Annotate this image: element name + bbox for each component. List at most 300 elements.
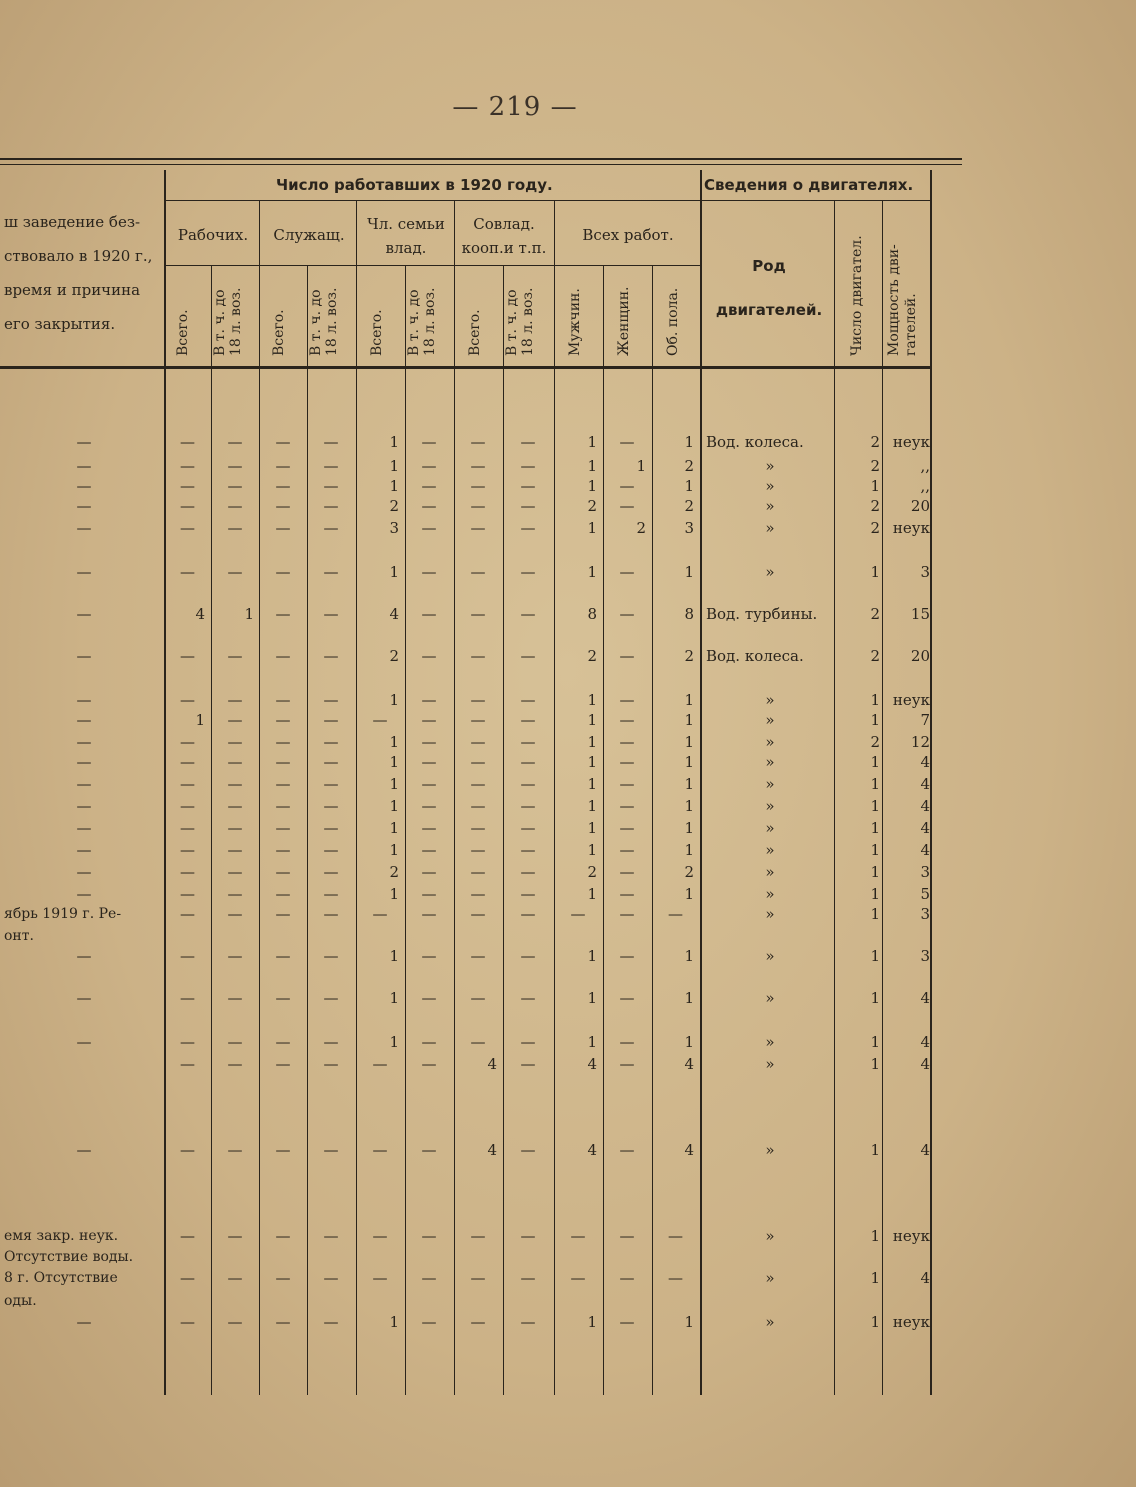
row-count-cell: — <box>520 989 536 1007</box>
row-closure-cell: — <box>76 947 92 965</box>
row-count-cell: — <box>470 775 486 793</box>
row-count-cell: — <box>323 1269 339 1287</box>
row-engine-power: ,, <box>920 477 930 495</box>
row-count-cell: 1 <box>684 797 694 815</box>
row-count-cell: 1 <box>389 947 399 965</box>
row-engine-count: 1 <box>870 1055 880 1073</box>
row-count-cell: — <box>180 497 195 515</box>
row-engine-kind: » <box>765 947 775 965</box>
row-count-cell: — <box>180 989 195 1007</box>
row-count-cell: — <box>180 819 195 837</box>
row-closure-cell: — <box>76 797 92 815</box>
table-row <box>0 774 940 794</box>
row-count-cell: — <box>227 841 243 859</box>
row-engine-kind: » <box>765 1141 775 1159</box>
row-count-cell: 3 <box>684 519 694 537</box>
row-count-cell: — <box>275 753 291 771</box>
row-count-cell: — <box>619 497 635 515</box>
row-engine-count: 2 <box>870 605 880 623</box>
row-engine-kind: » <box>765 989 775 1007</box>
row-engine-power: 7 <box>920 711 930 729</box>
col-family-minor <box>406 268 440 356</box>
row-count-cell: — <box>619 691 635 709</box>
col-engine-power <box>886 206 922 356</box>
row-count-cell: 1 <box>684 989 694 1007</box>
row-count-cell: — <box>275 711 291 729</box>
row-count-cell: — <box>421 905 437 923</box>
row-closure-cell: — <box>76 1141 92 1159</box>
row-count-cell: — <box>619 733 635 751</box>
row-count-cell: 1 <box>389 797 399 815</box>
row-count-cell: — <box>180 457 195 475</box>
row-closure-cell: — <box>76 775 92 793</box>
row-engine-count: 1 <box>870 841 880 859</box>
col-both: Об. пола. <box>665 287 681 356</box>
row-count-cell: — <box>619 775 635 793</box>
row-engine-kind: » <box>765 563 775 581</box>
row-count-cell: 1 <box>389 733 399 751</box>
header-rule <box>164 200 700 201</box>
header-family-line: Чл. семьи <box>367 215 445 233</box>
row-count-cell: — <box>470 1313 486 1331</box>
row-count-cell: — <box>275 1227 291 1245</box>
row-count-cell: 2 <box>389 647 399 665</box>
row-count-cell: — <box>421 947 437 965</box>
row-count-cell: 1 <box>389 885 399 903</box>
row-count-cell: — <box>275 885 291 903</box>
row-count-cell: — <box>275 1313 291 1331</box>
row-engine-kind: » <box>765 885 775 903</box>
row-count-cell: — <box>180 1141 195 1159</box>
row-count-cell: — <box>570 905 586 923</box>
row-count-cell: — <box>227 519 243 537</box>
row-count-cell: — <box>180 1055 195 1073</box>
header-workers-group: Число работавших в 1920 году. <box>276 176 553 194</box>
row-count-cell: — <box>470 863 486 881</box>
row-count-cell: — <box>180 563 195 581</box>
row-count-cell: — <box>275 1055 291 1073</box>
row-count-cell: — <box>180 947 195 965</box>
row-count-cell: — <box>520 753 536 771</box>
row-engine-count: 1 <box>870 775 880 793</box>
row-count-cell: — <box>470 1227 486 1245</box>
row-count-cell: — <box>275 519 291 537</box>
row-count-cell: — <box>275 905 291 923</box>
row-count-cell: — <box>520 947 536 965</box>
row-count-cell: — <box>470 647 486 665</box>
row-count-cell: 1 <box>389 477 399 495</box>
row-count-cell: — <box>323 605 339 623</box>
row-engine-power: 3 <box>920 947 930 965</box>
row-count-cell: — <box>520 691 536 709</box>
row-count-cell: — <box>323 905 339 923</box>
col-employees-minor <box>308 268 342 356</box>
note-remont: онт. <box>4 928 34 944</box>
row-count-cell: — <box>227 819 243 837</box>
row-count-cell: — <box>470 433 486 451</box>
row-count-cell: — <box>421 1141 437 1159</box>
col-engine-count: Число двигател. <box>849 235 865 356</box>
row-count-cell: — <box>619 1313 635 1331</box>
row-count-cell: — <box>275 477 291 495</box>
row-count-cell: — <box>372 1227 388 1245</box>
row-count-cell: — <box>470 519 486 537</box>
row-engine-count: 2 <box>870 497 880 515</box>
row-count-cell: 2 <box>587 497 597 515</box>
row-count-cell: 1 <box>389 691 399 709</box>
row-count-cell: 1 <box>389 989 399 1007</box>
row-engine-count: 1 <box>870 753 880 771</box>
row-count-cell: — <box>421 841 437 859</box>
row-closure-cell: — <box>76 477 92 495</box>
row-engine-power: 4 <box>920 775 930 793</box>
row-engine-power: 4 <box>920 753 930 771</box>
row-count-cell: — <box>520 1055 536 1073</box>
row-engine-power: 4 <box>920 1141 930 1159</box>
row-engine-power: неук <box>892 1227 930 1245</box>
row-count-cell: — <box>323 775 339 793</box>
row-count-cell: — <box>323 519 339 537</box>
row-count-cell: — <box>323 711 339 729</box>
row-engine-kind: » <box>765 1227 775 1245</box>
row-count-cell: 1 <box>244 605 254 623</box>
col-family-total: Всего. <box>369 309 385 356</box>
row-engine-power: 4 <box>920 1269 930 1287</box>
row-count-cell: 2 <box>684 647 694 665</box>
row-count-cell: — <box>275 497 291 515</box>
row-count-cell: — <box>470 797 486 815</box>
row-engine-power: неук <box>892 519 930 537</box>
header-rule <box>700 200 932 201</box>
row-count-cell: — <box>520 797 536 815</box>
table-row <box>0 604 940 624</box>
table-row <box>0 946 940 966</box>
row-count-cell: — <box>421 711 437 729</box>
row-engine-power: 20 <box>910 647 930 665</box>
row-engine-count: 1 <box>870 989 880 1007</box>
row-count-cell: — <box>421 477 437 495</box>
row-count-cell: — <box>619 605 635 623</box>
row-count-cell: — <box>520 1227 536 1245</box>
col-minor-text: В т. ч. до 18 л. воз. <box>308 287 340 356</box>
page-number: — 219 — <box>452 92 578 122</box>
row-count-cell: 1 <box>684 563 694 581</box>
row-engine-power: 4 <box>920 989 930 1007</box>
row-count-cell: 4 <box>587 1055 597 1073</box>
row-count-cell: — <box>180 647 195 665</box>
row-count-cell: — <box>180 433 195 451</box>
row-closure-cell: — <box>76 841 92 859</box>
row-count-cell: — <box>421 519 437 537</box>
row-count-cell: — <box>470 819 486 837</box>
row-count-cell: — <box>227 497 243 515</box>
table-row <box>0 690 940 710</box>
row-count-cell: — <box>180 797 195 815</box>
col-women: Женщин. <box>616 286 632 356</box>
row-count-cell: 2 <box>684 457 694 475</box>
row-count-cell: — <box>323 1141 339 1159</box>
row-count-cell: 1 <box>684 691 694 709</box>
row-count-cell: — <box>275 1033 291 1051</box>
row-count-cell: — <box>323 497 339 515</box>
table-row <box>0 1140 940 1160</box>
row-engine-kind: » <box>765 733 775 751</box>
row-count-cell: — <box>323 1033 339 1051</box>
row-count-cell: 1 <box>587 477 597 495</box>
row-engine-kind: » <box>765 1033 775 1051</box>
row-count-cell: 1 <box>389 563 399 581</box>
row-count-cell: — <box>323 691 339 709</box>
row-count-cell: 1 <box>636 457 646 475</box>
table-row <box>0 456 940 476</box>
row-engine-kind: Вод. колеса. <box>706 647 804 665</box>
row-engine-power: 3 <box>920 863 930 881</box>
row-count-cell: — <box>323 1055 339 1073</box>
row-count-cell: — <box>227 691 243 709</box>
row-engine-power: неук <box>892 1313 930 1331</box>
row-count-cell: — <box>619 711 635 729</box>
row-count-cell: — <box>619 477 635 495</box>
row-count-cell: — <box>323 563 339 581</box>
row-count-cell: 4 <box>587 1141 597 1159</box>
row-count-cell: — <box>520 647 536 665</box>
row-count-cell: — <box>323 733 339 751</box>
row-engine-count: 1 <box>870 1313 880 1331</box>
row-count-cell: — <box>275 563 291 581</box>
row-count-cell: 1 <box>587 1033 597 1051</box>
row-closure-cell: 8 г. Отсутствие <box>4 1270 118 1286</box>
header-engines-group: Сведения о двигателях. <box>704 176 914 194</box>
row-count-cell: 2 <box>587 647 597 665</box>
row-count-cell: — <box>520 1033 536 1051</box>
row-engine-count: 2 <box>870 457 880 475</box>
row-count-cell: 2 <box>587 863 597 881</box>
row-engine-count: 2 <box>870 733 880 751</box>
top-rule <box>0 158 962 160</box>
row-closure-cell: — <box>76 647 92 665</box>
row-engine-kind: » <box>765 457 775 475</box>
row-count-cell: — <box>275 733 291 751</box>
row-count-cell: — <box>619 1033 635 1051</box>
row-closure-cell: ябрь 1919 г. Ре- <box>4 906 122 922</box>
row-count-cell: — <box>470 605 486 623</box>
row-count-cell: 2 <box>684 863 694 881</box>
table-row <box>0 518 940 538</box>
row-engine-power: 5 <box>920 885 930 903</box>
row-count-cell: — <box>619 433 635 451</box>
row-count-cell: — <box>323 647 339 665</box>
table-row <box>0 476 940 496</box>
row-count-cell: — <box>275 691 291 709</box>
row-closure-cell: — <box>76 863 92 881</box>
row-count-cell: — <box>619 905 635 923</box>
row-engine-power: 15 <box>910 605 930 623</box>
row-count-cell: — <box>372 905 388 923</box>
header-family <box>358 212 454 260</box>
row-count-cell: — <box>520 885 536 903</box>
row-count-cell: — <box>421 885 437 903</box>
table-row <box>0 904 940 924</box>
row-count-cell: — <box>180 841 195 859</box>
row-closure-cell: — <box>76 819 92 837</box>
row-engine-kind: » <box>765 711 775 729</box>
row-count-cell: 1 <box>587 1313 597 1331</box>
row-engine-power: 12 <box>910 733 930 751</box>
row-count-cell: 1 <box>587 753 597 771</box>
row-count-cell: — <box>372 1269 388 1287</box>
row-count-cell: 1 <box>389 753 399 771</box>
row-closure-cell: — <box>76 753 92 771</box>
table-row <box>0 1226 940 1246</box>
col-minor-text: В т. ч. до 18 л. воз. <box>212 287 244 356</box>
row-count-cell: — <box>227 863 243 881</box>
row-count-cell: — <box>520 905 536 923</box>
row-count-cell: — <box>421 733 437 751</box>
row-engine-count: 1 <box>870 905 880 923</box>
row-count-cell: — <box>520 733 536 751</box>
row-count-cell: 1 <box>587 457 597 475</box>
row-count-cell: — <box>421 775 437 793</box>
row-count-cell: 1 <box>587 775 597 793</box>
row-closure-cell: — <box>76 457 92 475</box>
row-count-cell: — <box>323 457 339 475</box>
row-count-cell: 1 <box>389 1033 399 1051</box>
top-rule-thin <box>0 164 962 165</box>
row-count-cell: — <box>227 1313 243 1331</box>
row-closure-cell: — <box>76 989 92 1007</box>
row-count-cell: — <box>227 1055 243 1073</box>
row-count-cell: — <box>520 1313 536 1331</box>
row-count-cell: — <box>227 1269 243 1287</box>
row-engine-count: 2 <box>870 647 880 665</box>
row-count-cell: — <box>275 797 291 815</box>
left-column-header <box>4 205 164 341</box>
row-count-cell: — <box>520 1269 536 1287</box>
row-count-cell: — <box>421 797 437 815</box>
row-count-cell: 1 <box>587 519 597 537</box>
table-row <box>0 840 940 860</box>
row-engine-count: 1 <box>870 1269 880 1287</box>
row-count-cell: 1 <box>587 947 597 965</box>
row-count-cell: 1 <box>684 733 694 751</box>
row-count-cell: — <box>180 1227 195 1245</box>
header-employees: Служащ. <box>273 226 345 244</box>
header-bottom-rule <box>0 366 932 369</box>
row-count-cell: — <box>520 563 536 581</box>
col-workers-minor <box>212 268 246 356</box>
col-power-text: Мощность дви- гателей. <box>886 244 919 356</box>
row-count-cell: 1 <box>684 947 694 965</box>
row-count-cell: — <box>421 863 437 881</box>
row-engine-power: неук <box>892 691 930 709</box>
row-count-cell: — <box>421 433 437 451</box>
row-count-cell: — <box>227 457 243 475</box>
row-engine-kind: Вод. колеса. <box>706 433 804 451</box>
row-count-cell: — <box>520 477 536 495</box>
row-engine-count: 1 <box>870 863 880 881</box>
row-count-cell: — <box>180 733 195 751</box>
row-closure-cell: — <box>76 563 92 581</box>
note-water-end: оды. <box>4 1293 37 1309</box>
row-count-cell: — <box>619 947 635 965</box>
row-count-cell: — <box>421 1033 437 1051</box>
header-engine-kind-line: двигателей. <box>715 301 823 319</box>
row-count-cell: 1 <box>587 885 597 903</box>
row-count-cell: — <box>619 1141 635 1159</box>
header-engine-kind <box>706 244 832 332</box>
row-count-cell: — <box>227 1033 243 1051</box>
row-engine-count: 1 <box>870 563 880 581</box>
row-engine-kind: » <box>765 519 775 537</box>
row-count-cell: 1 <box>684 1033 694 1051</box>
row-count-cell: 1 <box>587 433 597 451</box>
row-count-cell: — <box>180 1269 195 1287</box>
header-engine-kind-line: Род <box>752 257 786 275</box>
row-count-cell: 1 <box>684 753 694 771</box>
row-count-cell: — <box>227 433 243 451</box>
table-row <box>0 562 940 582</box>
row-count-cell: — <box>180 477 195 495</box>
table-row <box>0 732 940 752</box>
row-engine-kind: » <box>765 819 775 837</box>
row-count-cell: — <box>180 863 195 881</box>
row-count-cell: — <box>275 433 291 451</box>
row-count-cell: — <box>372 1055 388 1073</box>
row-count-cell: — <box>227 477 243 495</box>
row-count-cell: — <box>180 905 195 923</box>
row-engine-power: 3 <box>920 563 930 581</box>
row-engine-power: 4 <box>920 1055 930 1073</box>
table-row <box>0 1312 940 1332</box>
header-coowners-line: Совлад. <box>473 215 535 233</box>
row-count-cell: — <box>421 1269 437 1287</box>
row-count-cell: — <box>323 1227 339 1245</box>
row-count-cell: 1 <box>684 819 694 837</box>
row-count-cell: — <box>227 905 243 923</box>
header-workers: Рабочих. <box>177 226 249 244</box>
row-closure-cell: — <box>76 1033 92 1051</box>
table-row <box>0 710 940 730</box>
row-count-cell: — <box>619 989 635 1007</box>
row-count-cell: 4 <box>389 605 399 623</box>
row-count-cell: — <box>323 885 339 903</box>
table-row <box>0 646 940 666</box>
row-count-cell: — <box>323 433 339 451</box>
row-count-cell: — <box>275 989 291 1007</box>
col-minor-text: В т. ч. до 18 л. воз. <box>406 287 438 356</box>
left-header-line: время и причина <box>4 281 141 299</box>
row-count-cell: 4 <box>487 1055 497 1073</box>
row-closure-cell: — <box>76 691 92 709</box>
row-closure-cell: емя закр. неук. <box>4 1228 119 1244</box>
row-count-cell: — <box>520 863 536 881</box>
row-count-cell: — <box>520 457 536 475</box>
row-count-cell: — <box>619 1055 635 1073</box>
row-count-cell: — <box>421 819 437 837</box>
table-row <box>0 884 940 904</box>
row-count-cell: — <box>180 519 195 537</box>
row-count-cell: — <box>421 497 437 515</box>
row-closure-cell: — <box>76 497 92 515</box>
table-row <box>0 796 940 816</box>
row-count-cell: 1 <box>684 477 694 495</box>
row-count-cell: 4 <box>195 605 205 623</box>
row-count-cell: — <box>323 841 339 859</box>
row-engine-count: 1 <box>870 711 880 729</box>
row-count-cell: 1 <box>389 457 399 475</box>
row-count-cell: — <box>421 457 437 475</box>
row-engine-count: 1 <box>870 477 880 495</box>
